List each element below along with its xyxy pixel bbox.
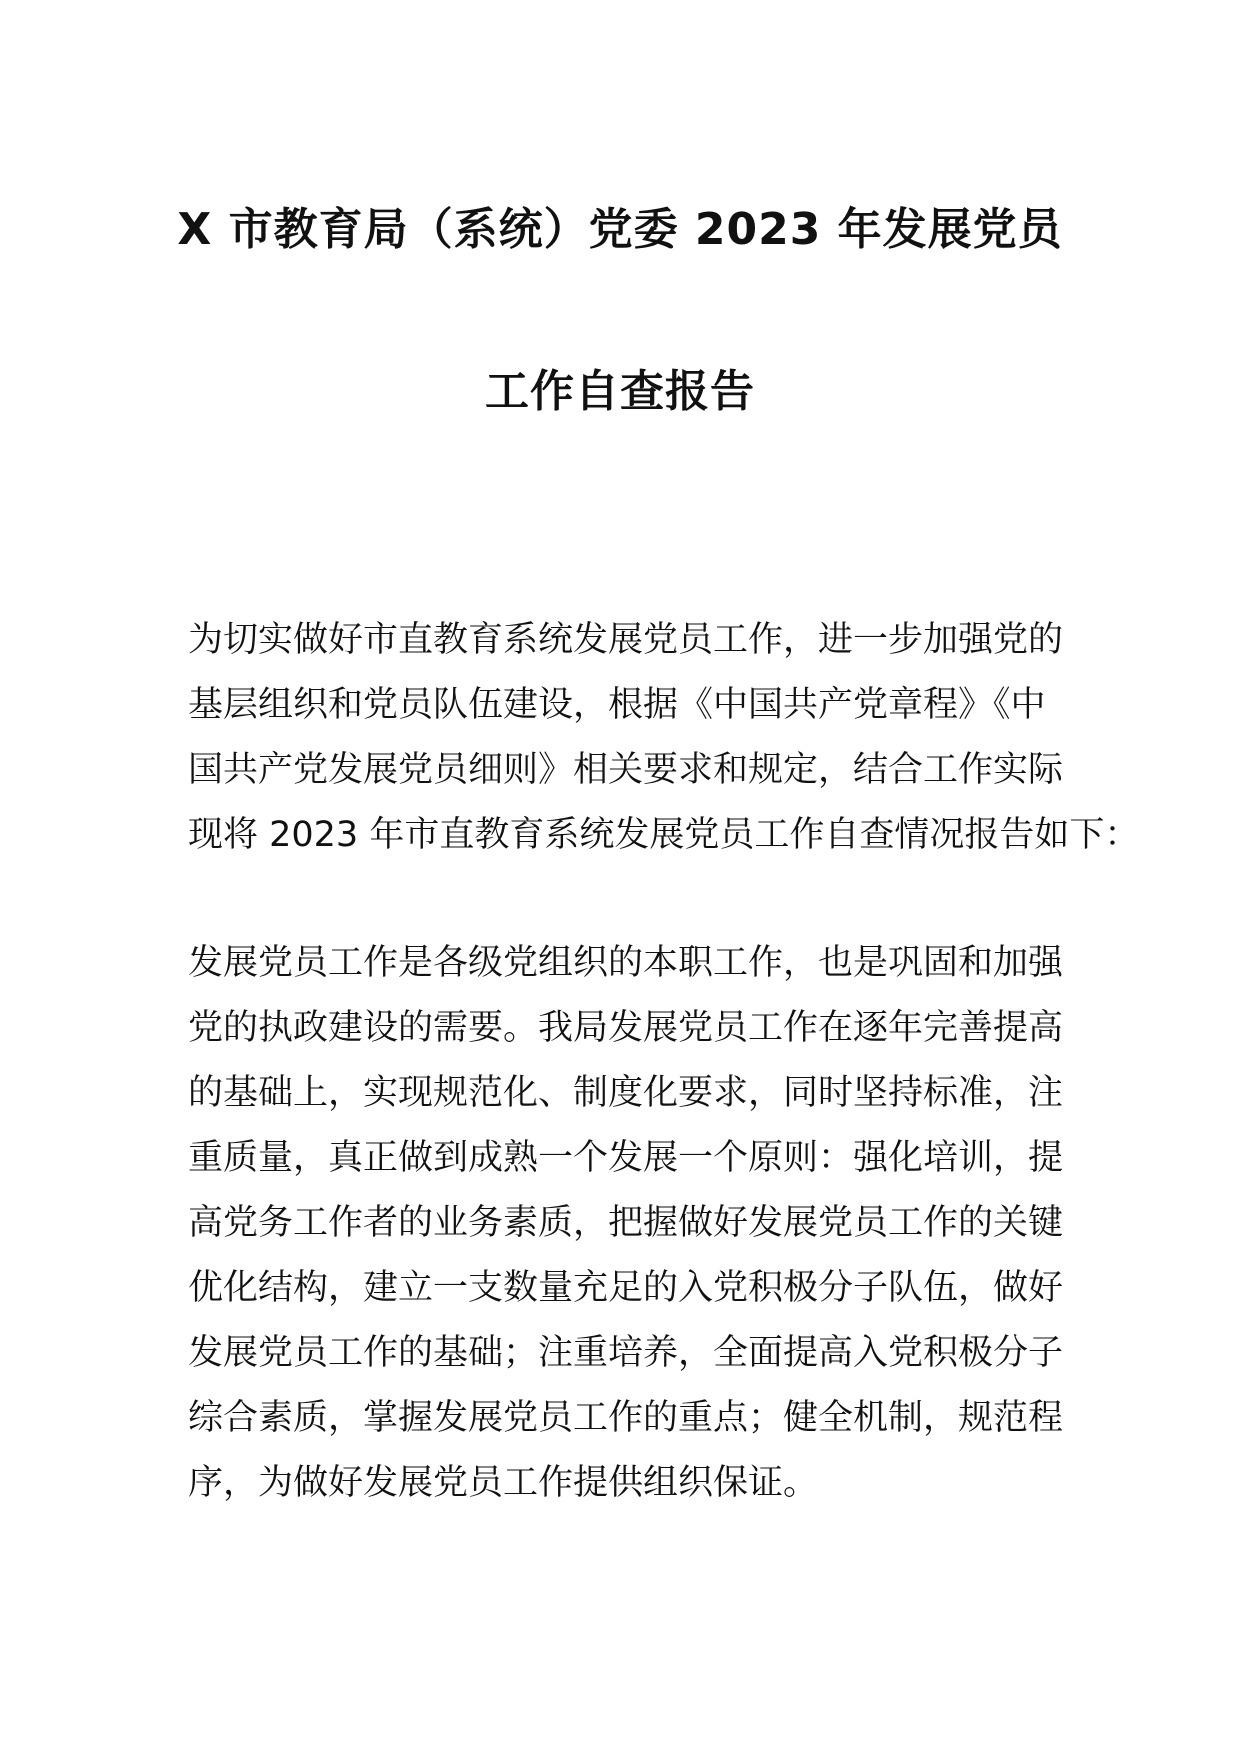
document-title-line-1: X 市教育局（系统）党委 2023 年发展党员 — [177, 204, 1063, 255]
paragraph-line: 国共产党发展党员细则》相关要求和规定，结合工作实际 — [188, 750, 1064, 790]
paragraph-line: 序，为做好发展党员工作提供组织保证。 — [188, 1463, 819, 1503]
paragraph-line: 现将 2023 年市直教育系统发展党员工作自查情况报告如下： — [188, 815, 1140, 855]
paragraph-line: 高党务工作者的业务素质，把握做好发展党员工作的关键 — [188, 1203, 1064, 1243]
paragraph-line: 重质量，真正做到成熟一个发展一个原则：强化培训，提 — [188, 1138, 1064, 1178]
paragraph-line: 的基础上，实现规范化、制度化要求，同时坚持标准，注 — [188, 1073, 1064, 1113]
document-title-line-2: 工作自查报告 — [485, 366, 755, 417]
paragraph-overview — [188, 931, 1068, 1516]
paragraph-line: 发展党员工作的基础；注重培养，全面提高入党积极分子 — [188, 1333, 1064, 1373]
paragraph-line: 综合素质，掌握发展党员工作的重点；健全机制，规范程 — [188, 1398, 1064, 1438]
paragraph-line: 基层组织和党员队伍建设，根据《中国共产党章程》《中 — [188, 685, 1046, 725]
paragraph-line: 党的执政建设的需要。我局发展党员工作在逐年完善提高 — [188, 1008, 1064, 1048]
paragraph-line: 发展党员工作是各级党组织的本职工作，也是巩固和加强 — [188, 943, 1064, 983]
paragraph-line: 优化结构，建立一支数量充足的入党积极分子队伍，做好 — [188, 1268, 1064, 1308]
paragraph-line: 为切实做好市直教育系统发展党员工作，进一步加强党的 — [188, 620, 1064, 660]
paragraph-intro — [188, 608, 1140, 868]
